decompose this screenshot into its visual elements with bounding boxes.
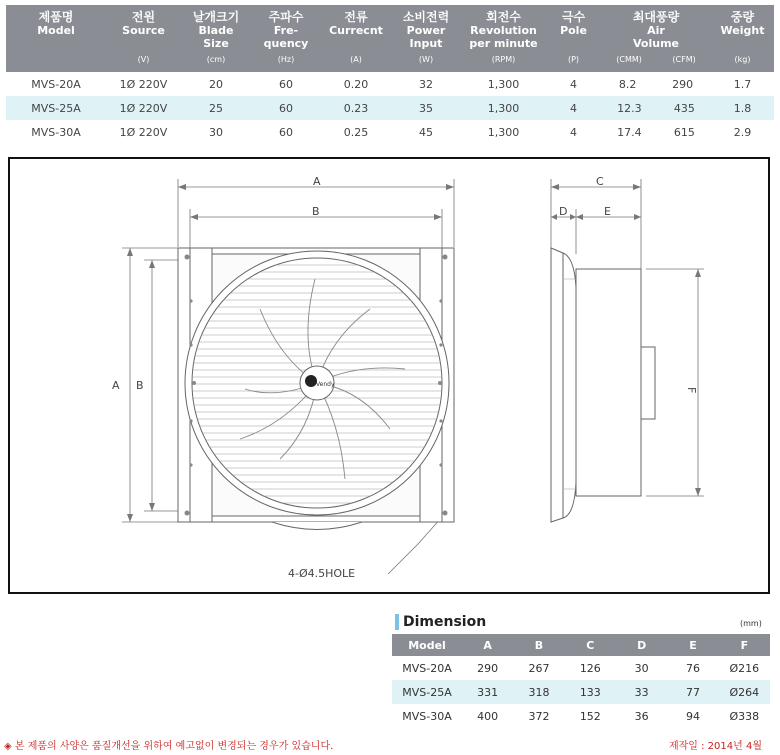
cell: MVS-20A (31, 77, 81, 91)
cell: MVS-25A (6, 96, 106, 120)
spec-table (6, 5, 774, 144)
cell: 4 (546, 96, 601, 120)
dim-cell: 372 (528, 709, 550, 723)
dim-cell: 133 (565, 680, 616, 704)
header-source: 전원 Source (V) (106, 5, 181, 72)
dim-cell: MVS-25A (392, 680, 462, 704)
cell: 35 (391, 96, 461, 120)
cell: MVS-30A (31, 125, 81, 139)
header-model: 제품명 Model (6, 5, 106, 72)
dim-cell: 76 (685, 661, 700, 675)
cell: 25 (181, 96, 251, 120)
dim-cell: MVS-30A (402, 709, 452, 723)
cell-cfm: 435 (673, 101, 695, 115)
cell: 4 (570, 125, 577, 139)
dim-header: Model (392, 634, 462, 656)
cell-cmm: 17.4 (617, 125, 642, 139)
header-pole: 극수 Pole (P) (546, 5, 601, 72)
header-air-volume: 최대풍량 Air Volume (CMM) (CFM) (601, 5, 711, 72)
cell-cfm: 615 (673, 125, 695, 139)
svg-text:Vendy: Vendy (316, 381, 335, 388)
spec-header-row (6, 5, 774, 72)
header-frequency: 주파수 Fre- quency (Hz) (251, 5, 321, 72)
cell: 4 (570, 77, 577, 91)
dim-header: E (667, 634, 718, 656)
dim-cell: 290 (477, 661, 499, 675)
cell: 60 (279, 125, 293, 139)
dimension-row (392, 656, 770, 680)
cell-cfm: 290 (672, 77, 694, 91)
cell: 1Ø 220V (106, 96, 181, 120)
dimension-row (392, 704, 770, 728)
dim-cell: 30 (634, 661, 649, 675)
dim-header: B (513, 634, 564, 656)
cell-cmm: 12.3 (617, 101, 642, 115)
label-hole: 4-Ø4.5HOLE (288, 567, 356, 580)
cell: 32 (419, 77, 433, 91)
cell: 0.20 (343, 77, 369, 91)
dim-cell: 126 (579, 661, 601, 675)
cell: 60 (251, 96, 321, 120)
dimension-row (392, 680, 770, 704)
cell (601, 96, 711, 120)
drawing-svg (10, 159, 768, 592)
cell: 2.9 (733, 125, 752, 139)
cell: 1.8 (711, 96, 774, 120)
label-a-top: A (313, 175, 321, 188)
spec-row (6, 72, 774, 96)
dimension-table (392, 634, 770, 728)
cell: 1,300 (461, 96, 546, 120)
dim-cell: 77 (667, 680, 718, 704)
cell: 1.7 (733, 77, 752, 91)
cell: 0.23 (321, 96, 391, 120)
label-b-side: B (136, 379, 144, 392)
cell (601, 72, 711, 96)
header-revolution: 회전수 Revolution per minute (RPM) (461, 5, 546, 72)
dim-cell: 36 (634, 709, 649, 723)
cell: 20 (209, 77, 223, 91)
dim-cell: Ø338 (729, 709, 760, 723)
cell: 60 (279, 77, 293, 91)
cell: 1Ø 220V (119, 125, 168, 139)
spec-row (6, 120, 774, 144)
dim-cell: 267 (528, 661, 550, 675)
dim-cell: 152 (579, 709, 601, 723)
dimension-header-row (392, 634, 770, 656)
dim-cell: Ø264 (719, 680, 770, 704)
dimension-title: Dimension (395, 614, 486, 630)
header-weight: 중량 Weight (kg) (711, 5, 774, 72)
cell (601, 120, 711, 144)
cell-cmm: 8.2 (618, 77, 637, 91)
production-date: 제작일 : 2014년 4월 (668, 741, 762, 752)
cell: 45 (419, 125, 433, 139)
cell: 1Ø 220V (119, 77, 168, 91)
cell: 1,300 (487, 125, 520, 139)
header-power-input: 소비전력 Power Input (W) (391, 5, 461, 72)
label-c: C (596, 175, 604, 188)
label-e: E (604, 205, 611, 218)
dim-cell: 318 (513, 680, 564, 704)
cell: 30 (209, 125, 223, 139)
header-blade-size: 날개크기 Blade Size (cm) (181, 5, 251, 72)
label-b-top: B (312, 205, 320, 218)
technical-drawing (8, 157, 770, 594)
dim-cell: 400 (477, 709, 499, 723)
dim-cell: MVS-20A (402, 661, 452, 675)
dim-header: A (462, 634, 513, 656)
dim-cell: 33 (616, 680, 667, 704)
dim-header: D (616, 634, 667, 656)
dim-cell: 331 (462, 680, 513, 704)
dim-header: F (719, 634, 770, 656)
spec-change-notice: ◈ 본 제품의 사양은 품질개선을 위하여 예고없이 변경되는 경우가 있습니다. (4, 741, 334, 752)
header-current: 전류 Currecnt (A) (321, 5, 391, 72)
dim-cell: Ø216 (729, 661, 760, 675)
dimension-unit: (mm) (740, 619, 762, 628)
dim-header: C (565, 634, 616, 656)
spec-row (6, 96, 774, 120)
cell: 0.25 (343, 125, 369, 139)
cell: 1,300 (487, 77, 520, 91)
label-d: D (559, 205, 568, 218)
label-f: F (685, 387, 698, 394)
label-a-side: A (112, 379, 120, 392)
dim-cell: 94 (685, 709, 700, 723)
